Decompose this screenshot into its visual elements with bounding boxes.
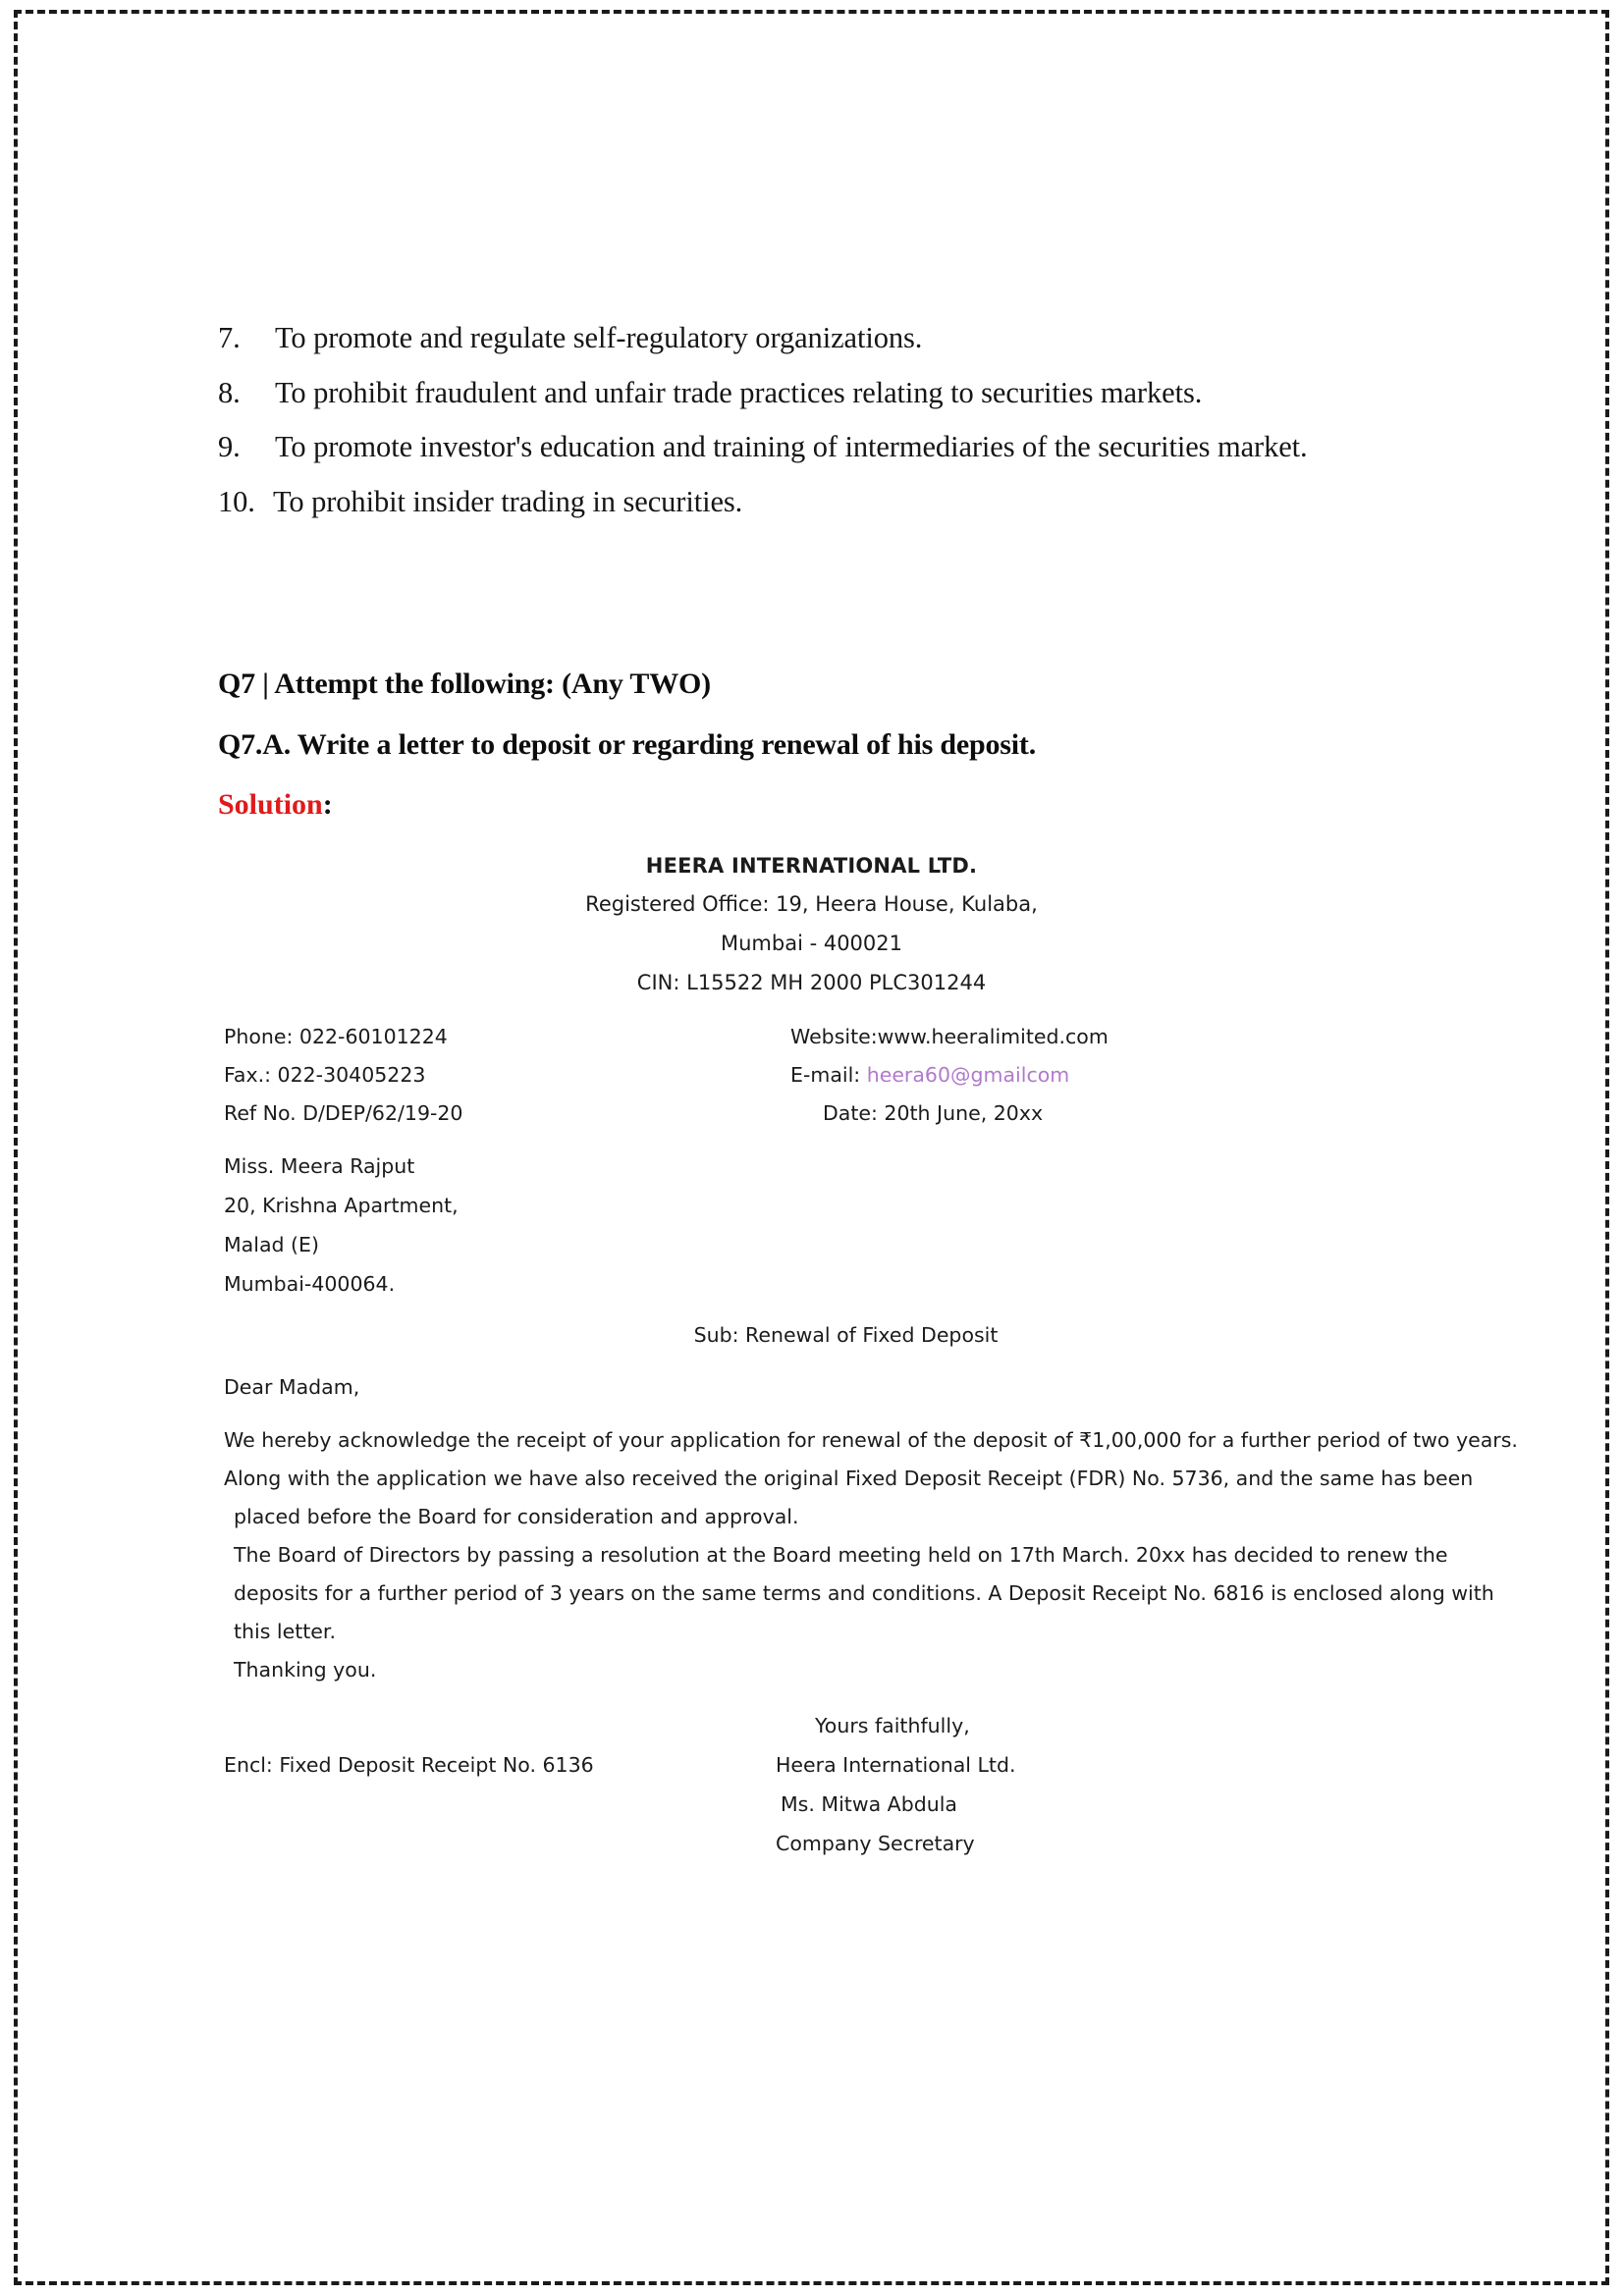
objectives-list-section	[218, 319, 1318, 538]
letter-body-line: Thanking you.	[234, 1658, 377, 1682]
solution-colon: :	[322, 788, 333, 821]
letter-body-line: placed before the Board for consideration and approval.	[234, 1505, 799, 1528]
solution-word: Solution	[218, 788, 323, 821]
list-item-text: To promote and regulate self-regulatory organizations.	[275, 321, 923, 354]
letter-body-line: deposits for a further period of 3 years on the same terms and conditions. A Deposit Receipt No. 6816 is enclosed along with	[234, 1581, 1494, 1605]
letter-date: Date: 20th June, 20xx	[823, 1101, 1044, 1125]
list-item	[218, 374, 1318, 413]
list-item-text: To promote investor's education and training of intermediaries of the securities market.	[275, 430, 1308, 464]
company-city: Mumbai - 400021	[720, 932, 902, 955]
phone-line: Phone: 022-60101224	[224, 1025, 448, 1048]
letter-salutation: Dear Madam,	[224, 1375, 360, 1399]
website-line[interactable]: Website:www.heeralimited.com	[790, 1025, 1109, 1048]
reference-number: Ref No. D/DEP/62/19-20	[224, 1101, 463, 1125]
registered-office: Registered Office: 19, Heera House, Kulaba,	[585, 892, 1038, 916]
list-item-number: 7.	[218, 321, 241, 354]
recipient-name: Miss. Meera Rajput	[224, 1154, 415, 1178]
closing-signatory: Ms. Mitwa Abdula	[781, 1792, 957, 1816]
list-item	[218, 428, 1318, 467]
list-item-number: 8.	[218, 375, 241, 409]
letter-body-line: this letter.	[234, 1620, 336, 1643]
closing-salutation: Yours faithfully,	[815, 1714, 970, 1737]
list-item	[218, 319, 1318, 358]
list-item-text: To prohibit insider trading in securities.	[273, 484, 743, 518]
company-cin: CIN: L15522 MH 2000 PLC301244	[636, 971, 987, 994]
closing-designation: Company Secretary	[776, 1832, 975, 1855]
letter-subject: Sub: Renewal of Fixed Deposit	[693, 1323, 999, 1347]
letter-body-line: Along with the application we have also received the original Fixed Deposit Receipt (FDR) No. 5736, and the same has been	[224, 1467, 1474, 1490]
letter-body-line: The Board of Directors by passing a resolution at the Board meeting held on 17th March. 20xx has decided to renew the	[234, 1543, 1448, 1567]
fax-line: Fax.: 022-30405223	[224, 1063, 426, 1087]
question-7a-heading: Q7.A. Write a letter to deposit or regarding renewal of his deposit.	[218, 728, 1037, 761]
email-label: E-mail:	[790, 1063, 861, 1087]
letter-body-line: We hereby acknowledge the receipt of your application for renewal of the deposit of ₹1,00,000 for a further period of two years.	[224, 1428, 1518, 1452]
company-name: HEERA INTERNATIONAL LTD.	[645, 854, 978, 878]
list-item-text: To prohibit fraudulent and unfair trade practices relating to securities markets.	[275, 375, 1203, 409]
enclosure-line: Encl: Fixed Deposit Receipt No. 6136	[224, 1753, 594, 1777]
recipient-address-line-3: Mumbai-400064.	[224, 1272, 396, 1296]
list-item-number: 10.	[218, 484, 255, 518]
objectives-list	[218, 319, 1318, 522]
closing-company: Heera International Ltd.	[776, 1753, 1016, 1777]
recipient-address-line-1: 20, Krishna Apartment,	[224, 1194, 459, 1217]
question-7-heading: Q7 | Attempt the following: (Any TWO)	[218, 667, 711, 700]
list-item	[218, 483, 1318, 522]
email-line	[790, 1065, 1069, 1086]
solution-label	[218, 788, 333, 822]
email-address[interactable]: heera60@gmailcom	[866, 1063, 1070, 1087]
list-item-number: 9.	[218, 430, 241, 464]
recipient-address-line-2: Malad (E)	[224, 1233, 319, 1256]
